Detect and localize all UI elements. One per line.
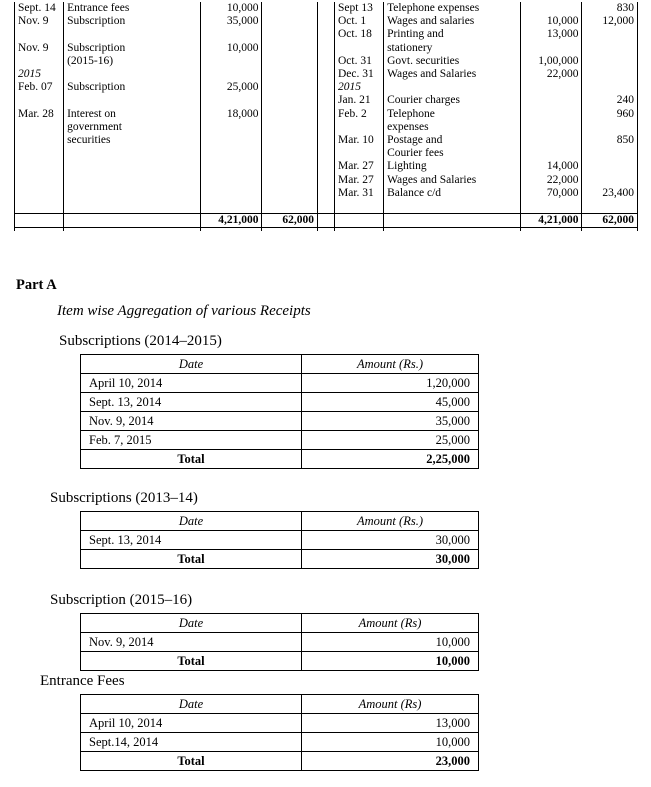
ledger-gap: [317, 121, 334, 134]
ledger-left-amount-1: [200, 174, 262, 187]
ledger-total-right-amount-2: 62,000: [582, 214, 638, 228]
ledger-right-date: [335, 121, 384, 134]
ledger-right-amount-2: [582, 174, 638, 187]
ledger-table: [14, 2, 638, 231]
ledger-left-date: Nov. 9: [15, 15, 64, 28]
ledger-left-amount-2: [262, 55, 317, 68]
total-value: 10,000: [302, 652, 479, 671]
table-row: [81, 431, 479, 450]
ledger-right-date: Mar. 31: [335, 187, 384, 200]
ledger-rule-cell: [317, 228, 334, 232]
ledger-left-amount-1: [200, 200, 262, 214]
column-header-amount: Amount (Rs.): [302, 512, 479, 531]
ledger-left-amount-1: [200, 28, 262, 41]
cell-date: Nov. 9, 2014: [81, 633, 302, 652]
ledger-left-amount-1: 10,000: [200, 42, 262, 55]
ledger-gap: [317, 94, 334, 107]
ledger-gap: [317, 147, 334, 160]
ledger-left-date: [15, 28, 64, 41]
ledger-right-date: [335, 147, 384, 160]
ledger-right-amount-2: [582, 81, 638, 94]
ledger-gap: [317, 68, 334, 81]
ledger-right-amount-1: 14,000: [520, 160, 582, 173]
ledger-right-amount-1: [520, 147, 582, 160]
table-total-row: [81, 752, 479, 771]
ledger-left-date: [15, 147, 64, 160]
ledger-row: [15, 42, 638, 55]
ledger-right-date: [335, 42, 384, 55]
ledger-right-amount-1: [520, 108, 582, 121]
ledger-right-amount-2: [582, 55, 638, 68]
ledger-rule-cell: [582, 228, 638, 232]
ledger-left-amount-1: [200, 121, 262, 134]
ledger-right-amount-2: [582, 200, 638, 214]
ledger-total-left-amount-2: 62,000: [262, 214, 317, 228]
cell-amount: 45,000: [302, 393, 479, 412]
ledger-row: [15, 2, 638, 15]
ledger-right-amount-1: 13,000: [520, 28, 582, 41]
ledger-right-amount-1: [520, 2, 582, 15]
ledger-right-particulars: Balance c/d: [384, 187, 521, 200]
ledger-right-amount-2: 960: [582, 108, 638, 121]
cell-amount: 35,000: [302, 412, 479, 431]
ledger-left-amount-2: [262, 42, 317, 55]
table-header-row: [81, 695, 479, 714]
ledger-gap: [317, 81, 334, 94]
ledger-left-particulars: Subscription: [64, 81, 201, 94]
ledger-right-amount-2: 240: [582, 94, 638, 107]
ledger-gap: [317, 108, 334, 121]
ledger-right-particulars: [384, 200, 521, 214]
ledger-left-amount-1: [200, 134, 262, 147]
ledger-right-particulars: Wages and Salaries: [384, 174, 521, 187]
table-row: [81, 393, 479, 412]
ledger-left-date: [15, 94, 64, 107]
cell-date: Sept.14, 2014: [81, 733, 302, 752]
table-header-row: [81, 355, 479, 374]
ledger-left-date: Nov. 9: [15, 42, 64, 55]
ledger-left-amount-2: [262, 68, 317, 81]
ledger-right-amount-2: [582, 121, 638, 134]
table-row: [81, 374, 479, 393]
cell-amount: 25,000: [302, 431, 479, 450]
section-title: Entrance Fees: [40, 673, 125, 689]
ledger-total-left-particulars: [64, 214, 201, 228]
ledger-right-amount-1: [520, 94, 582, 107]
total-value: 30,000: [302, 550, 479, 569]
ledger-right-amount-2: [582, 160, 638, 173]
ledger-row: [15, 94, 638, 107]
ledger-gap: [317, 15, 334, 28]
ledger-left-particulars: [64, 174, 201, 187]
ledger-left-date: Feb. 07: [15, 81, 64, 94]
ledger-left-particulars: government: [64, 121, 201, 134]
summary-table: [80, 354, 479, 469]
ledger-left-particulars: Subscription: [64, 15, 201, 28]
ledger-rule-cell: [335, 228, 384, 232]
table-total-row: [81, 450, 479, 469]
ledger-row: [15, 81, 638, 94]
cell-amount: 13,000: [302, 714, 479, 733]
ledger-left-date: [15, 174, 64, 187]
cell-date: Nov. 9, 2014: [81, 412, 302, 431]
ledger-right-amount-2: [582, 42, 638, 55]
ledger-left-amount-2: [262, 94, 317, 107]
column-header-date: Date: [81, 614, 302, 633]
ledger-left-amount-2: [262, 147, 317, 160]
ledger-right-particulars: Telephone expenses: [384, 2, 521, 15]
cell-date: Sept. 13, 2014: [81, 393, 302, 412]
ledger-right-date: Oct. 31: [335, 55, 384, 68]
ledger-right-particulars: Courier fees: [384, 147, 521, 160]
ledger-right-particulars: Postage and: [384, 134, 521, 147]
ledger-row: [15, 187, 638, 200]
ledger-left-amount-2: [262, 108, 317, 121]
ledger-right-amount-1: 10,000: [520, 15, 582, 28]
ledger-left-particulars: [64, 200, 201, 214]
ledger-rule-cell: [262, 228, 317, 232]
cell-date: April 10, 2014: [81, 374, 302, 393]
table-row: [81, 531, 479, 550]
cell-date: Feb. 7, 2015: [81, 431, 302, 450]
ledger-gap: [317, 174, 334, 187]
table-row: [81, 412, 479, 431]
ledger-right-amount-1: 1,00,000: [520, 55, 582, 68]
section-title: Subscription (2015–16): [50, 592, 193, 608]
total-label: Total: [81, 652, 302, 671]
column-header-amount: Amount (Rs.): [302, 355, 479, 374]
summary-table: [80, 694, 479, 771]
ledger-row: [15, 55, 638, 68]
summary-table: [80, 613, 479, 671]
ledger-left-particulars: [64, 147, 201, 160]
ledger-right-amount-2: [582, 147, 638, 160]
cell-date: April 10, 2014: [81, 714, 302, 733]
ledger-left-amount-1: [200, 94, 262, 107]
table-header-row: [81, 614, 479, 633]
ledger-left-particulars: Interest on: [64, 108, 201, 121]
table-row: [81, 714, 479, 733]
ledger-left-date: 2015: [15, 68, 64, 81]
column-header-date: Date: [81, 355, 302, 374]
ledger-left-date: [15, 121, 64, 134]
ledger-left-particulars: Entrance fees: [64, 2, 201, 15]
ledger-left-amount-2: [262, 81, 317, 94]
ledger-rule-cell: [15, 228, 64, 232]
ledger-right-particulars: Printing and: [384, 28, 521, 41]
ledger-right-particulars: Courier charges: [384, 94, 521, 107]
ledger-left-date: [15, 134, 64, 147]
ledger-left-particulars: (2015-16): [64, 55, 201, 68]
ledger-double-rule: [15, 228, 638, 232]
ledger-left-amount-1: 18,000: [200, 108, 262, 121]
cell-amount: 30,000: [302, 531, 479, 550]
ledger-row: [15, 160, 638, 173]
ledger-right-particulars: expenses: [384, 121, 521, 134]
ledger-left-amount-2: [262, 15, 317, 28]
ledger-left-amount-2: [262, 174, 317, 187]
total-value: 2,25,000: [302, 450, 479, 469]
ledger-totals-row: [15, 214, 638, 228]
ledger-left-particulars: [64, 187, 201, 200]
ledger-right-date: 2015: [335, 81, 384, 94]
table-row: [81, 733, 479, 752]
ledger-row: [15, 108, 638, 121]
ledger-right-amount-1: [520, 81, 582, 94]
ledger-right-amount-2: [582, 68, 638, 81]
ledger-left-amount-2: [262, 121, 317, 134]
cell-amount: 10,000: [302, 633, 479, 652]
part-a-subtitle: Item wise Aggregation of various Receipts: [57, 303, 311, 319]
ledger-right-date: Mar. 27: [335, 160, 384, 173]
ledger-right-particulars: stationery: [384, 42, 521, 55]
ledger-rule-cell: [64, 228, 201, 232]
ledger-right-date: Feb. 2: [335, 108, 384, 121]
ledger-left-amount-1: 10,000: [200, 2, 262, 15]
ledger-right-date: Dec. 31: [335, 68, 384, 81]
ledger-left-particulars: [64, 28, 201, 41]
column-header-amount: Amount (Rs): [302, 614, 479, 633]
ledger-row: [15, 68, 638, 81]
ledger-total-left-date: [15, 214, 64, 228]
ledger-left-amount-2: [262, 2, 317, 15]
ledger-row: [15, 28, 638, 41]
ledger-row: [15, 134, 638, 147]
ledger-left-amount-1: [200, 147, 262, 160]
ledger-right-amount-1: [520, 121, 582, 134]
ledger-left-amount-1: 35,000: [200, 15, 262, 28]
table-total-row: [81, 652, 479, 671]
column-header-amount: Amount (Rs): [302, 695, 479, 714]
cell-date: Sept. 13, 2014: [81, 531, 302, 550]
part-a-heading: Part A: [16, 277, 57, 293]
ledger-right-date: Jan. 21: [335, 94, 384, 107]
ledger-left-amount-2: [262, 28, 317, 41]
ledger-right-particulars: Telephone: [384, 108, 521, 121]
ledger-left-amount-1: [200, 187, 262, 200]
ledger-left-amount-1: [200, 160, 262, 173]
ledger-left-amount-2: [262, 187, 317, 200]
ledger-row: [15, 15, 638, 28]
total-label: Total: [81, 550, 302, 569]
ledger-left-particulars: [64, 68, 201, 81]
ledger-right-amount-2: [582, 28, 638, 41]
ledger-right-amount-1: [520, 134, 582, 147]
ledger-left-date: [15, 55, 64, 68]
summary-table: [80, 511, 479, 569]
ledger-left-amount-1: [200, 55, 262, 68]
ledger-left-date: [15, 160, 64, 173]
ledger-left-date: Sept. 14: [15, 2, 64, 15]
ledger-right-amount-1: 70,000: [520, 187, 582, 200]
ledger-right-date: Oct. 18: [335, 28, 384, 41]
ledger-left-particulars: Subscription: [64, 42, 201, 55]
total-value: 23,000: [302, 752, 479, 771]
ledger-gap: [317, 187, 334, 200]
ledger-gap: [317, 42, 334, 55]
ledger-left-particulars: [64, 94, 201, 107]
ledger-right-date: Sept 13: [335, 2, 384, 15]
ledger-right-date: [335, 200, 384, 214]
ledger-rule-cell: [200, 228, 262, 232]
ledger-total-right-amount-1: 4,21,000: [520, 214, 582, 228]
ledger-right-particulars: Govt. securities: [384, 55, 521, 68]
cell-amount: 10,000: [302, 733, 479, 752]
receipts-payments-ledger: [14, 2, 638, 231]
ledger-right-amount-1: [520, 42, 582, 55]
ledger-gap: [317, 160, 334, 173]
ledger-gap: [317, 28, 334, 41]
ledger-total-left-amount-1: 4,21,000: [200, 214, 262, 228]
ledger-gap: [317, 134, 334, 147]
ledger-right-particulars: Wages and Salaries: [384, 68, 521, 81]
ledger-left-particulars: [64, 160, 201, 173]
ledger-right-amount-2: 830: [582, 2, 638, 15]
ledger-right-date: Mar. 10: [335, 134, 384, 147]
ledger-right-particulars: Lighting: [384, 160, 521, 173]
ledger-left-date: [15, 200, 64, 214]
ledger-left-particulars: securities: [64, 134, 201, 147]
ledger-right-particulars: [384, 81, 521, 94]
ledger-row: [15, 200, 638, 214]
ledger-right-particulars: Wages and salaries: [384, 15, 521, 28]
section-title: Subscriptions (2013–14): [50, 490, 198, 506]
ledger-row: [15, 121, 638, 134]
ledger-right-amount-1: 22,000: [520, 174, 582, 187]
ledger-gap: [317, 214, 334, 228]
ledger-left-amount-1: [200, 68, 262, 81]
ledger-rule-cell: [384, 228, 521, 232]
ledger-row: [15, 147, 638, 160]
table-header-row: [81, 512, 479, 531]
table-total-row: [81, 550, 479, 569]
ledger-gap: [317, 2, 334, 15]
column-header-date: Date: [81, 512, 302, 531]
ledger-right-date: Oct. 1: [335, 15, 384, 28]
ledger-left-amount-1: 25,000: [200, 81, 262, 94]
ledger-left-amount-2: [262, 134, 317, 147]
ledger-row: [15, 174, 638, 187]
ledger-total-right-particulars: [384, 214, 521, 228]
column-header-date: Date: [81, 695, 302, 714]
ledger-left-date: [15, 187, 64, 200]
ledger-left-amount-2: [262, 200, 317, 214]
table-row: [81, 633, 479, 652]
total-label: Total: [81, 752, 302, 771]
cell-amount: 1,20,000: [302, 374, 479, 393]
ledger-right-amount-1: [520, 200, 582, 214]
ledger-total-right-date: [335, 214, 384, 228]
ledger-right-amount-2: 850: [582, 134, 638, 147]
section-title: Subscriptions (2014–2015): [59, 333, 222, 349]
ledger-gap: [317, 200, 334, 214]
ledger-rule-cell: [520, 228, 582, 232]
ledger-left-amount-2: [262, 160, 317, 173]
ledger-right-date: Mar. 27: [335, 174, 384, 187]
ledger-right-amount-1: 22,000: [520, 68, 582, 81]
ledger-right-amount-2: 23,400: [582, 187, 638, 200]
ledger-gap: [317, 55, 334, 68]
ledger-right-amount-2: 12,000: [582, 15, 638, 28]
total-label: Total: [81, 450, 302, 469]
ledger-left-date: Mar. 28: [15, 108, 64, 121]
